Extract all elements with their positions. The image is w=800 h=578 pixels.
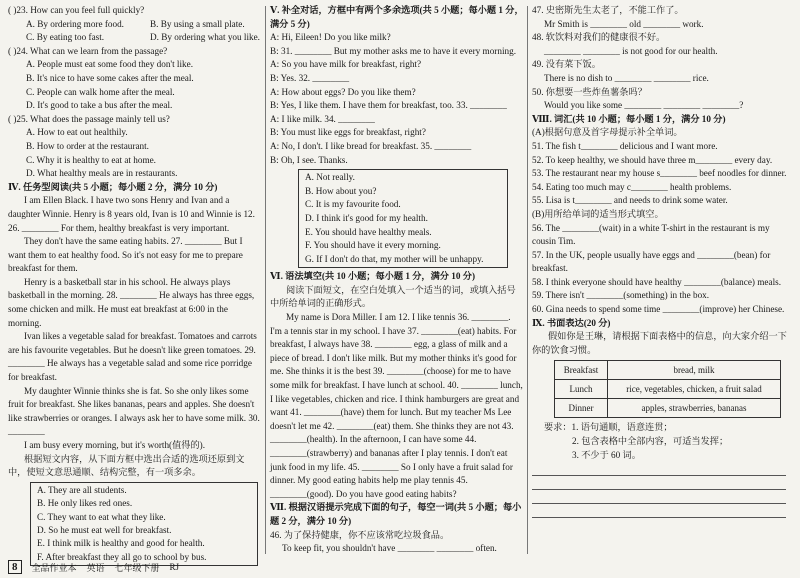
q24-option: B. It's nice to have some cakes after the meal. <box>26 72 194 83</box>
question-49-chinese: 49. 没有菜下饭。 <box>532 59 601 70</box>
section-7-title: Ⅶ. 根据汉语提示完成下面的句子，每空一词(共 5 小题；每小题 2 分，满分 10 分) <box>270 502 522 526</box>
box-option: A. They are all students. <box>37 484 127 495</box>
q23-options-ab: A. By ordering more food. B. By using a small plate. <box>26 18 245 29</box>
column-middle <box>270 4 524 556</box>
question-24: ( )24. What can we learn from the passage? <box>8 45 168 56</box>
box-option: G. If I don't do that, my mother will be unhappy. <box>305 253 484 264</box>
vocab-item: 55. Lisa is t________ and needs to drink some water. <box>532 195 728 206</box>
question-25: ( )25. What does the passage mainly tell us? <box>8 113 170 124</box>
passage-paragraph: I am Ellen Black. I have two sons Henry and Ivan and a daughter Winnie. Henry is 8 years old, Ivan is 10 and Winnie is 12. 26. ________ For them, healthy breakfast is very important. <box>8 195 255 233</box>
question-48-chinese: 48. 软饮料对我们的健康很不好。 <box>532 32 666 43</box>
box-option: C. They want to eat what they like. <box>37 511 166 522</box>
q24-option: D. It's good to take a bus after the meal. <box>26 100 173 111</box>
vocab-item: 58. I think everyone should have healthy ________(balance) meals. <box>532 276 782 287</box>
box-option: B. How about you? <box>305 185 377 196</box>
part-a-heading: (A)根据句意及首字母提示补全单词。 <box>532 127 683 138</box>
question-50-english: Would you like some ________ ________ ________? <box>544 100 744 111</box>
q25-option: B. How to order at the restaurant. <box>26 140 149 151</box>
writing-line[interactable] <box>532 462 786 476</box>
edition-name: RJ <box>169 562 180 572</box>
dialog-line: A: No, I don't. I like bread for breakfast. 35. ________ <box>270 140 472 151</box>
passage-paragraph: Ivan likes a vegetable salad for breakfast. Tomatoes and carrots are his favourite vegetables. But he doesn't like green tomatoes. 29. ________ He always has a vegetable salad and some rice porridge for breakfast. <box>8 331 257 383</box>
dialog-line: B: 31. ________ But my mother asks me to have it every morning. <box>270 45 516 56</box>
table-cell: Lunch <box>555 380 608 399</box>
question-50-chinese: 50. 你想要一些炸鱼薯条吗？ <box>532 86 647 97</box>
column-divider <box>527 6 528 554</box>
table-cell: bread, milk <box>608 361 781 380</box>
task-instruction: 根据短文内容，从下面方框中选出合适的选项还原到文中，使短文意思通顺、结构完整，有一项多余。 <box>8 453 245 478</box>
grammar-passage: My name is Dora Miller. I am 12. I like tennis 36. ________. I'm a tennis star in my school. I have 37. ________(eat) habits. For breakfast, I always have 38. ________ egg, a glass of milk and a piece of bread. I don't like milk. But my mother thinks it's good for me. She thinks it is the best 39. ________(choose) for me to have some milk for breakfast. I have lunch at school. 40. ________ lunch, I like vegetables, chicken and rice. I think hamburgers are great and want 41. ________(have) them for lunch. But my teacher Ms Lee doesn't let me 42. ________(eat) them. She thinks they are not 43. ________(health). In the afternoon, I can have some 44. ________(strawberry) and bananas after I play tennis. I don't eat junk food in my life. 45. ________ So I only have a fruit salad for dinner. My good eating habits help me play tennis 45. ________(good). Do you have good eating habits? <box>270 312 523 499</box>
options-box-dialog <box>298 169 508 268</box>
section-6-instruction: 阅读下面短文，在空白处填入一个适当的词，或填入括号中所给单词的正确形式。 <box>270 284 516 309</box>
table-cell: rice, vegetables, chicken, a fruit salad <box>608 380 781 399</box>
vocab-item: 53. The restaurant near my house s________ beef noodles for dinner. <box>532 168 787 179</box>
vocab-item: 60. Gina needs to spend some time ________(improve) her Chinese. <box>532 304 785 315</box>
vocab-item: 51. The fish t________ delicious and I want more. <box>532 140 718 151</box>
passage-paragraph: They don't have the same eating habits. 27. ________ But I want them to eat healthy food. So it's not easy for me to prepare breakfast for them. <box>8 236 243 274</box>
requirement-item: 3. 不少于 60 词。 <box>572 449 641 460</box>
section-8-title: Ⅷ. 词汇(共 10 小题；每小题 1 分，满分 10 分) <box>532 113 726 124</box>
column-right <box>532 4 794 518</box>
q25-option: A. How to eat out healthily. <box>26 127 128 138</box>
series-name: 全品作业本 <box>31 562 77 573</box>
requirement-item: 2. 包含表格中全部内容，可适当发挥； <box>572 436 729 447</box>
dialog-line: A: Hi, Eileen! Do you like milk? <box>270 32 391 43</box>
page-number: 8 <box>8 560 22 574</box>
passage-paragraph: I am busy every morning, but it's worth(值得的). <box>24 440 206 450</box>
column-divider <box>265 6 266 554</box>
dialog-line: B: You must like eggs for breakfast, right? <box>270 127 426 138</box>
writing-line[interactable] <box>532 476 786 490</box>
dialog-line: A: How about eggs? Do you like them? <box>270 86 416 97</box>
part-b-heading: (B)用所给单词的适当形式填空。 <box>532 208 664 219</box>
meal-table <box>554 360 781 418</box>
column-left <box>8 4 262 568</box>
question-49-english: There is no dish to ________ ________ rice. <box>544 72 709 83</box>
box-option: E. You should have healthy meals. <box>305 226 432 237</box>
grade-name: 七年级下册 <box>114 562 160 573</box>
box-option: F. After breakfast they all go to school by bus. <box>37 551 207 562</box>
section-6-title: Ⅵ. 语法填空(共 10 小题；每小题 1 分，满分 10 分) <box>270 271 476 282</box>
writing-line[interactable] <box>532 490 786 504</box>
box-option: B. He only likes red ones. <box>37 498 133 509</box>
page-footer <box>8 560 179 574</box>
passage-paragraph: Henry is a basketball star in his school. He always plays basketball in the morning. 28. ________ He always has three eggs, some chicken and milk. He must eat breakfast at 6:00 in the morning. <box>8 276 255 328</box>
question-48-english: ________ ________ is not good for our health. <box>544 45 718 56</box>
vocab-item: 54. Eating too much may c________ health problems. <box>532 181 732 192</box>
table-cell: Dinner <box>555 399 608 418</box>
q23-options-cd: C. By eating too fast. D. By ordering what you like. <box>26 32 260 43</box>
vocab-item: 52. To keep healthy, we should have three m________ every day. <box>532 154 773 165</box>
question-46-chinese: 46. 为了保持健康，你不应该常吃垃圾食品。 <box>270 529 450 540</box>
subject-name: 英语 <box>86 562 105 573</box>
section-9-instruction: 假如你是王琳，请根据下面表格中的信息，向大家介绍一下你的饮食习惯。 <box>532 331 787 355</box>
table-row <box>555 380 781 399</box>
dialog-line: A: So you have milk for breakfast, right? <box>270 59 422 70</box>
q25-option: C. Why it is healthy to eat at home. <box>26 154 156 165</box>
dialog-line: B: Yes, I like them. I have them for breakfast, too. 33. ________ <box>270 100 507 111</box>
question-23: ( )23. How can you feel full quickly? <box>8 5 145 15</box>
box-option: D. I think it's good for my health. <box>305 212 428 223</box>
q24-option: C. People can walk home after the meal. <box>26 86 175 97</box>
dialog-line: A: I like milk. 34. ________ <box>270 113 375 124</box>
box-option: C. It is my favourite food. <box>305 199 401 210</box>
dialog-line: B: Oh, I see. Thanks. <box>270 154 348 165</box>
box-option: A. Not really. <box>305 172 355 183</box>
table-row <box>555 399 781 418</box>
q25-option: D. What healthy meals are in restaurants. <box>26 168 178 179</box>
section-4-title: Ⅳ. 任务型阅读(共 5 小题；每小题 2 分，满分 10 分) <box>8 181 218 192</box>
box-option: D. So he must eat well for breakfast. <box>37 525 172 535</box>
box-option: F. You should have it every morning. <box>305 240 441 251</box>
table-cell: Breakfast <box>555 361 608 380</box>
section-9-title: Ⅸ. 书面表达(20 分) <box>532 317 611 328</box>
q24-option: A. People must eat some food they don't like. <box>26 59 194 70</box>
question-46-english: To keep fit, you shouldn't have ________ ________ often. <box>282 543 497 554</box>
passage-paragraph: My daughter Winnie thinks she is fat. So she only likes some fruit for breakfast. She likes bananas, pears and apples. She doesn't like strawberries or oranges. I always ask her to have some milk. 30. ________ <box>8 385 260 437</box>
table-row <box>555 361 781 380</box>
vocab-item: 56. The ________(wait) in a white T-shirt in the restaurant is my cousin Tim. <box>532 222 770 247</box>
requirement-title: 要求：1. 语句通顺，语意连贯； <box>544 422 673 433</box>
table-cell: apples, strawberries, bananas <box>608 399 781 418</box>
dialog-line: B: Yes. 32. ________ <box>270 72 350 83</box>
options-box-reading <box>30 482 258 566</box>
section-5-title: Ⅴ. 补全对话，方框中有两个多余选项(共 5 小题；每小题 1 分，满分 5 分) <box>270 5 524 29</box>
box-option: E. I think milk is healthy and good for health. <box>37 538 205 549</box>
writing-line[interactable] <box>532 504 786 518</box>
question-47-chinese: 47. 史密斯先生太老了，不能工作了。 <box>532 5 684 15</box>
vocab-item: 59. There isn't ________(something) in the box. <box>532 290 710 301</box>
question-47-english: Mr Smith is ________ old ________ work. <box>544 18 704 29</box>
vocab-item: 57. In the UK, people usually have eggs and ________(bean) for breakfast. <box>532 249 771 274</box>
